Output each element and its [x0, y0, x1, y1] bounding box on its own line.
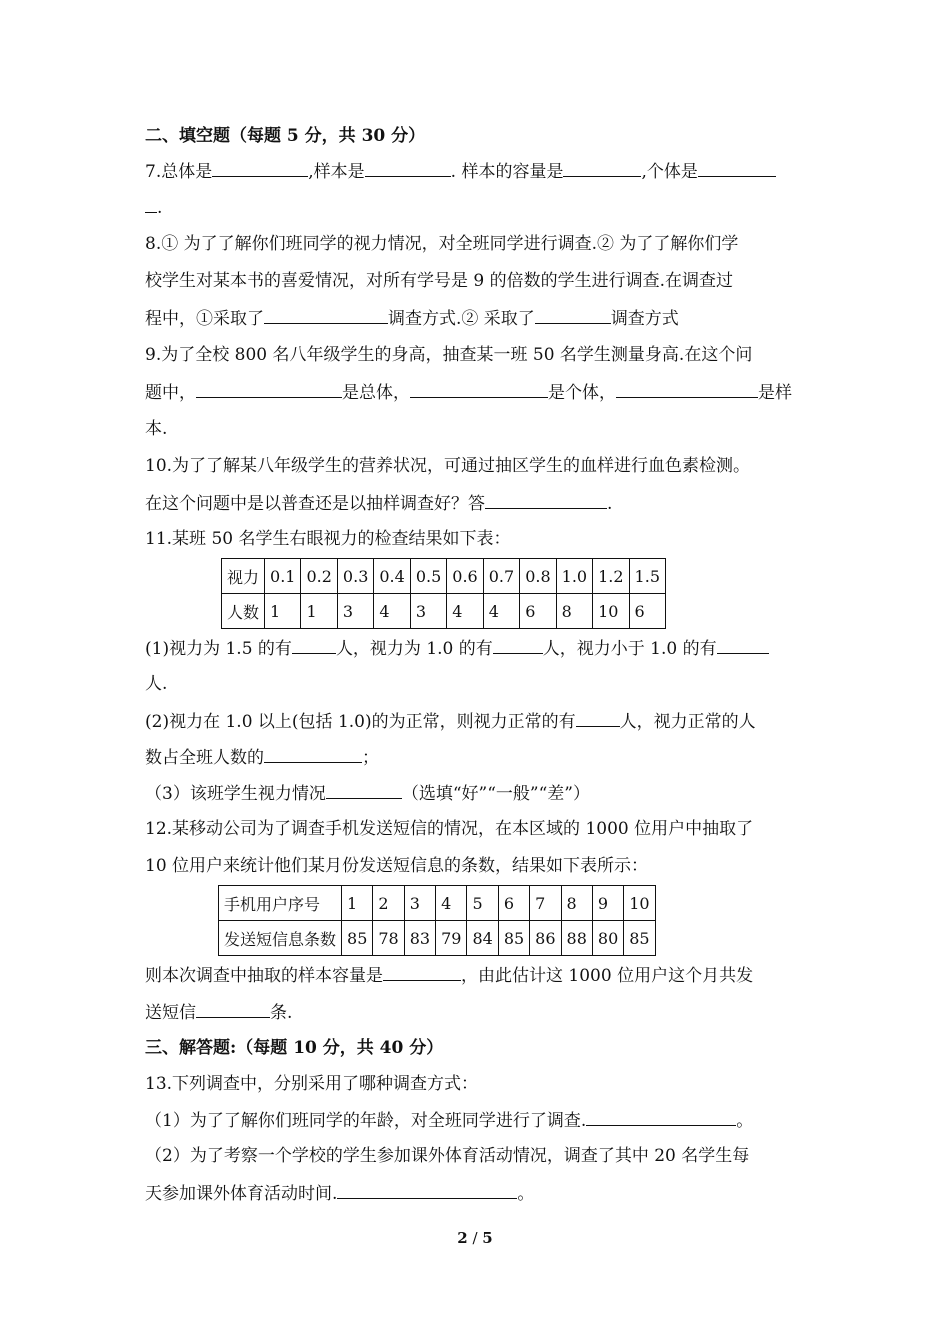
blank[interactable] [576, 710, 620, 727]
blank[interactable] [535, 307, 611, 324]
q10-line2: 在这个问题中是以普查还是以抽样调查好？答 . [145, 494, 613, 514]
blank[interactable] [383, 964, 461, 981]
blank[interactable] [212, 160, 308, 177]
blank[interactable] [485, 492, 607, 509]
blank[interactable] [493, 637, 543, 654]
table-header-cell: 视力 [222, 559, 265, 594]
table-header-cell: 发送短信息条数 [219, 921, 342, 956]
q11-part2-cont: 数占全班人数的 ； [145, 748, 379, 768]
q9-line2: 题中， 是总体， 是个体， 是样 [145, 383, 792, 403]
blank[interactable] [698, 160, 776, 177]
blank[interactable] [292, 637, 336, 654]
q11-part1: (1)视力为 1.5 的有 人，视力为 1.0 的有 人，视力小于 1.0 的有 [145, 637, 810, 660]
q10-line1: 10.为了了解某八年级学生的营养状况，可通过抽区学生的血样进行血色素检测。 [145, 456, 751, 476]
blank[interactable] [196, 381, 342, 398]
blank[interactable] [326, 782, 402, 799]
q12-line4: 送短信 条. [145, 1003, 293, 1023]
blank[interactable] [145, 196, 157, 213]
blank[interactable] [337, 1182, 517, 1199]
q13-part2-cont: 天参加课外体育活动时间. 。 [145, 1184, 535, 1204]
blank[interactable] [365, 160, 451, 177]
page-number: 2 / 5 [457, 1229, 493, 1247]
q12-line1: 12.某移动公司为了调查手机发送短信的情况，在本区域的 1000 位用户中抽取了 [145, 819, 754, 839]
q7-line1: 7.总体是 ,样本是 . 样本的容量是 ,个体是 [145, 160, 810, 183]
q9-line3: 本. [145, 419, 168, 439]
blank[interactable] [264, 746, 362, 763]
q11-part2: (2)视力在 1.0 以上(包括 1.0)的为正常，则视力正常的有 人，视力正常的人 [145, 712, 756, 732]
q11-part3: （3）该班学生视力情况 （选填“好”“一般”“差”） [145, 784, 590, 804]
blank[interactable] [410, 381, 548, 398]
blank[interactable] [563, 160, 641, 177]
q8-line1: 8.① 为了了解你们班同学的视力情况，对全班同学进行调查.② 为了了解你们学 [145, 234, 739, 254]
blank[interactable] [717, 637, 769, 654]
q11-title: 11.某班 50 名学生右眼视力的检查结果如下表： [145, 529, 511, 549]
q8-line2: 校学生对某本书的喜爱情况，对所有学号是 9 的倍数的学生进行调查.在调查过 [145, 271, 734, 291]
table-header-cell: 手机用户序号 [219, 886, 342, 921]
sms-table: 手机用户序号 1 2 3 4 5 6 7 8 9 10 发送短信息条数 85 78 83 79 84 85 86 88 80 85 [218, 885, 656, 956]
q13-title: 13.下列调查中，分别采用了哪种调查方式： [145, 1074, 479, 1094]
q12-line3: 则本次调查中抽取的样本容量是 ，由此估计这 1000 位用户这个月共发 [145, 966, 754, 986]
table-header-cell: 人数 [222, 594, 265, 629]
q13-part2: （2）为了考察一个学校的学生参加课外体育活动情况，调查了其中 20 名学生每 [145, 1146, 750, 1166]
section3-title: 三、解答题:（每题 10 分，共 40 分） [145, 1038, 444, 1058]
blank[interactable] [196, 1001, 270, 1018]
q11-part1-end: 人. [145, 674, 168, 694]
section2-title: 二、填空题（每题 5 分，共 30 分） [145, 126, 426, 146]
blank[interactable] [616, 381, 758, 398]
q9-line1: 9.为了全校 800 名八年级学生的身高，抽查某一班 50 名学生测量身高.在这个问 [145, 345, 753, 365]
blank[interactable] [264, 307, 388, 324]
vision-table: 视力 0.1 0.2 0.3 0.4 0.5 0.6 0.7 0.8 1.0 1.2 1.5 人数 1 1 3 4 3 4 4 6 8 10 6 [221, 558, 666, 629]
q12-line2: 10 位用户来统计他们某月份发送短信息的条数，结果如下表所示： [145, 856, 649, 876]
q13-part1: （1）为了了解你们班同学的年龄，对全班同学进行了调查. 。 [145, 1111, 754, 1131]
q7-line2: . [145, 196, 810, 219]
q8-line3: 程中，①采取了 调查方式.② 采取了 调查方式 [145, 309, 679, 329]
blank[interactable] [586, 1109, 736, 1126]
